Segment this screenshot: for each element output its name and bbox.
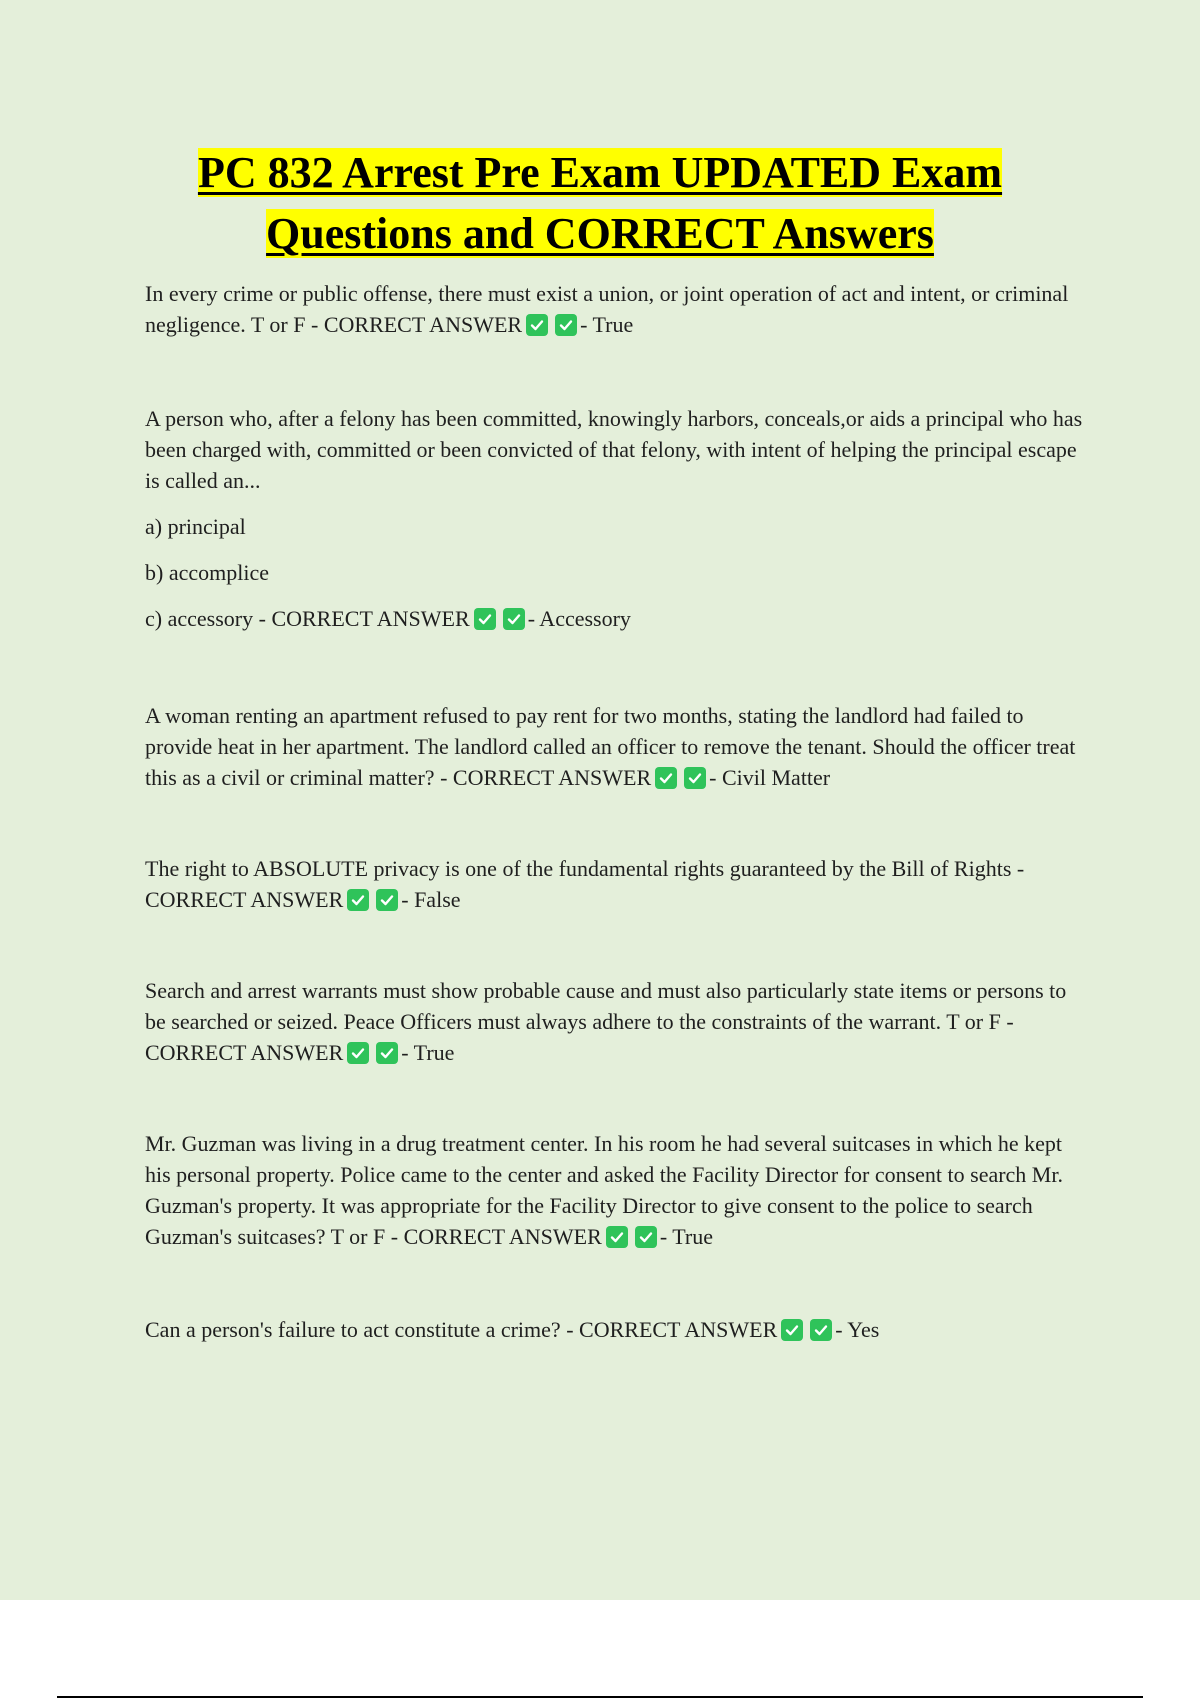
option-text: c) accessory - CORRECT ANSWER - Accessory (145, 606, 631, 631)
check-mark-button-icon (474, 608, 496, 630)
check-mark-button-icon (684, 767, 706, 789)
document-title (0, 142, 1200, 264)
qa-item (145, 853, 1090, 915)
option-text: a) principal (145, 514, 246, 539)
qa-item (145, 975, 1090, 1068)
check-mark-button-icon (606, 1226, 628, 1248)
check-mark-button-icon (781, 1319, 803, 1341)
qa-item (145, 1314, 1090, 1345)
answer-text: - Accessory (527, 606, 631, 631)
qa-list (145, 278, 1090, 1345)
question-text: A woman renting an apartment refused to pay rent for two months, stating the landlord had failed to provide heat in her apartment. The landlord called an officer to remove the tenant. Should the officer treat this as a civil or criminal matter? - CORRECT ANSWER - Civil Matter (145, 703, 1076, 790)
question-text: The right to ABSOLUTE privacy is one of the fundamental rights guaranteed by the Bill of Rights - CORRECT ANSWER - False (145, 856, 1025, 912)
answer-marker: CORRECT ANSWER (579, 1317, 778, 1342)
answer-text: - Civil Matter (709, 765, 831, 790)
check-mark-button-icon (526, 314, 548, 336)
question-text: Mr. Guzman was living in a drug treatment center. In his room he had several suitcases in which he kept his personal property. Police came to the center and asked the Facility Director for consent to search Mr. Guzman's property. It was appropriate for the Facility Director to give consent to the police to search Guzman's suitcases? T or F - CORRECT ANSWER - True (145, 1131, 1063, 1249)
check-mark-button-icon (347, 889, 369, 911)
check-mark-button-icon (810, 1319, 832, 1341)
question-text: Can a person's failure to act constitute a crime? - CORRECT ANSWER - Yes (145, 1317, 880, 1342)
answer-text: - True (580, 312, 634, 337)
check-mark-button-icon (376, 889, 398, 911)
question-text: In every crime or public offense, there must exist a union, or joint operation of act and intent, or criminal negligence. T or F - CORRECT ANSWER - True (145, 281, 1069, 337)
qa-item (145, 403, 1090, 634)
answer-text: - True (401, 1040, 455, 1065)
check-mark-button-icon (503, 608, 525, 630)
check-mark-button-icon (376, 1042, 398, 1064)
answer-marker: CORRECT ANSWER (271, 606, 470, 631)
answer-text: - False (401, 887, 461, 912)
answer-marker: CORRECT ANSWER (323, 312, 523, 337)
answer-text: - Yes (835, 1317, 880, 1342)
answer-marker: CORRECT ANSWER (403, 1224, 602, 1249)
page-divider (57, 1696, 1143, 1698)
check-mark-button-icon (655, 767, 677, 789)
answer-marker: CORRECT ANSWER (452, 765, 652, 790)
answer-marker: CORRECT ANSWER (145, 1040, 344, 1065)
qa-item (145, 278, 1090, 340)
check-mark-button-icon (555, 314, 577, 336)
check-mark-button-icon (347, 1042, 369, 1064)
title-line-1: PC 832 Arrest Pre Exam UPDATED Exam (197, 148, 1003, 197)
question-text: Search and arrest warrants must show probable cause and must also particularly state items or persons to be searched or seized. Peace Officers must always adhere to the constraints of the warrant. T or F - CORRECT ANSWER - True (145, 978, 1067, 1065)
question-text: A person who, after a felony has been committed, knowingly harbors, conceals,or aids a principal who has been charged with, committed or been convicted of that felony, with intent of helping the principal escape is called an... (145, 406, 1083, 493)
qa-item (145, 1128, 1090, 1252)
answer-marker: CORRECT ANSWER (145, 887, 344, 912)
option-text: b) accomplice (145, 560, 269, 585)
title-line-2: Questions and CORRECT Answers (266, 209, 934, 258)
answer-text: - True (659, 1224, 713, 1249)
check-mark-button-icon (635, 1226, 657, 1248)
qa-item (145, 700, 1090, 793)
